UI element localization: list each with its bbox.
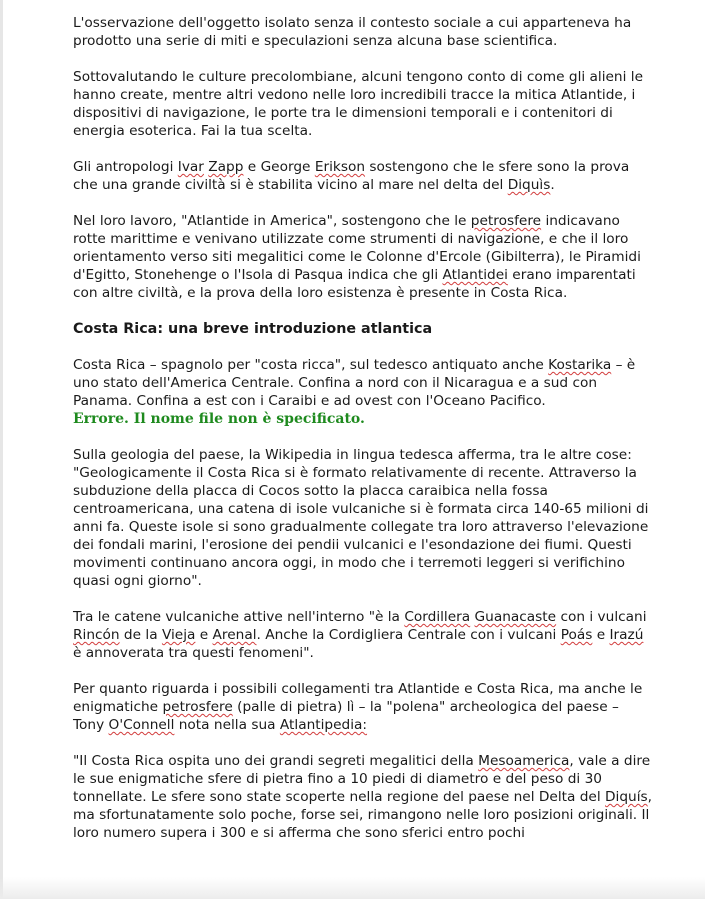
- paragraph-7: [73, 608, 653, 662]
- document-body: [73, 14, 653, 860]
- text-run: .: [550, 177, 555, 193]
- text-run: e: [592, 627, 610, 643]
- paragraph-6: Sulla geologia del paese, la Wikipedia in lingua tedesca afferma, tra le altre cose: "Geologicamente il Costa Rica si è formato relativamente di recente. Attraverso la subduzione della placca di Cocos sotto la placca caraibica nella fossa centroamericana, una catena di isole vulcaniche si è formata circa 140-65 milioni di anni fa. Queste isole si sono gradualmente collegate tra loro attraverso l'elevazione dei fondali marini, l'erosione dei pendii vulcanici e l'esondazione dei fiumi. Questi movimenti continuano ancora oggi, in modo che i terremoti leggeri si verifichino quasi ogni giorno".: [73, 447, 649, 589]
- text-run: Nel loro lavoro, "Atlantide in America", sostengono che le: [73, 213, 471, 229]
- spellcheck-word[interactable]: Diquís: [605, 789, 648, 805]
- spellcheck-word[interactable]: Erikson: [314, 159, 366, 175]
- page-edge: [0, 0, 3, 899]
- spellcheck-word[interactable]: Rincón: [73, 627, 120, 643]
- spellcheck-word[interactable]: Vieja: [161, 627, 196, 643]
- paragraph-4: [73, 212, 653, 302]
- spellcheck-word[interactable]: Kostarika: [548, 357, 612, 373]
- spellcheck-word[interactable]: petrosfere: [470, 213, 542, 229]
- text-run: "Il Costa Rica ospita uno dei grandi segreti megalitici della: [73, 753, 479, 769]
- spellcheck-word[interactable]: Arenal: [212, 627, 257, 643]
- text-run: , ma sfortunatamente solo poche, forse sei, rimangono nelle loro posizioni originali. Il loro numero supera i 300 e si afferma che sono sferici entro pochi: [73, 789, 653, 841]
- text-run: Tra le catene vulcaniche attive nell'interno "è la: [73, 609, 405, 625]
- spellcheck-word[interactable]: Mesoamerica: [478, 753, 570, 769]
- paragraph-8: [73, 680, 653, 734]
- spellcheck-word[interactable]: Guanacaste: [474, 609, 557, 625]
- spellcheck-word[interactable]: Poás: [560, 627, 593, 643]
- text-run: Costa Rica – spagnolo per "costa ricca", sul tedesco antiquato anche: [73, 357, 549, 373]
- text-run: erano imparentati con altre civiltà, e la prova della loro esistenza è presente in Costa Rica.: [73, 267, 636, 301]
- paragraph-2: Sottovalutando le culture precolombiane, alcuni tengono conto di come gli alieni le hanno create, mentre altri vedono nelle loro incredibili tracce la mitica Atlantide, i dispositivi di navigazione, le porte tra le dimensioni temporali e i contenitori di energia esoterica. Fai la tua scelta.: [73, 69, 643, 139]
- paragraph-3: [73, 158, 653, 194]
- paragraph-5: [73, 356, 653, 428]
- spellcheck-word[interactable]: Atlantipedia:: [279, 717, 368, 733]
- page-bottom-shadow: [0, 877, 705, 899]
- text-run: sostengono che le sfere sono la prova che una grande civiltà si è stabilita vicino al mare nel delta del: [73, 159, 630, 193]
- spellcheck-word[interactable]: O'Connell: [108, 717, 175, 733]
- section-heading: Costa Rica: una breve introduzione atlantica: [73, 321, 433, 337]
- text-run: nota nella sua: [174, 717, 280, 733]
- spellcheck-word[interactable]: Cordillera: [404, 609, 471, 625]
- spellcheck-word[interactable]: Atlantidei: [442, 267, 508, 283]
- text-run: e: [195, 627, 213, 643]
- paragraph-9: [73, 752, 653, 842]
- text-run: e George: [243, 159, 315, 175]
- spellcheck-word[interactable]: Zapp: [208, 159, 244, 175]
- text-run: de la: [119, 627, 162, 643]
- text-run: . Anche la Cordigliera Centrale con i vulcani: [256, 627, 561, 643]
- spellcheck-word[interactable]: Diquìs: [507, 177, 551, 193]
- text-run: con i vulcani: [556, 609, 647, 625]
- text-run: (palle di pietra) lì – la "polena" archeologica del paese – Tony: [73, 699, 619, 733]
- text-run: – è uno stato dell'America Centrale. Confina a nord con il Nicaragua e a sud con Panama. Confina a est con i Caraibi e ad ovest con l'Oceano Pacifico.: [73, 357, 636, 409]
- text-run: è annoverata tra questi fenomeni".: [73, 645, 314, 661]
- text-run: indicavano rotte marittime e venivano utilizzate come strumenti di navigazione, e che il loro orientamento verso siti megalitici come le Colonne d'Ercole (Gibilterra), le Piramidi d'Egitto, Stonehenge o l'Isola di Pasqua indica che gli: [73, 213, 641, 283]
- text-run: , vale a dire le sue enigmatiche sfere di pietra fino a 10 piedi di diametro e del peso di 30 tonnellate. Le sfere sono state scoperte nella regione del paese nel Delta del: [73, 753, 651, 805]
- text-run: Per quanto riguarda i possibili collegamenti tra Atlantide e Costa Rica, ma anche le enigmatiche: [73, 681, 643, 715]
- spellcheck-word[interactable]: Irazú: [609, 627, 644, 643]
- spellcheck-word[interactable]: petrosfere: [162, 699, 233, 715]
- text-run: Gli antropologi: [73, 159, 178, 175]
- file-name-error-message: Errore. Il nome file non è specificato.: [73, 411, 365, 427]
- paragraph-1: L'osservazione dell'oggetto isolato senza il contesto sociale a cui apparteneva ha prodotto una serie di miti e speculazioni senza alcuna base scientifica.: [73, 15, 632, 49]
- spellcheck-word[interactable]: Ivar: [177, 159, 204, 175]
